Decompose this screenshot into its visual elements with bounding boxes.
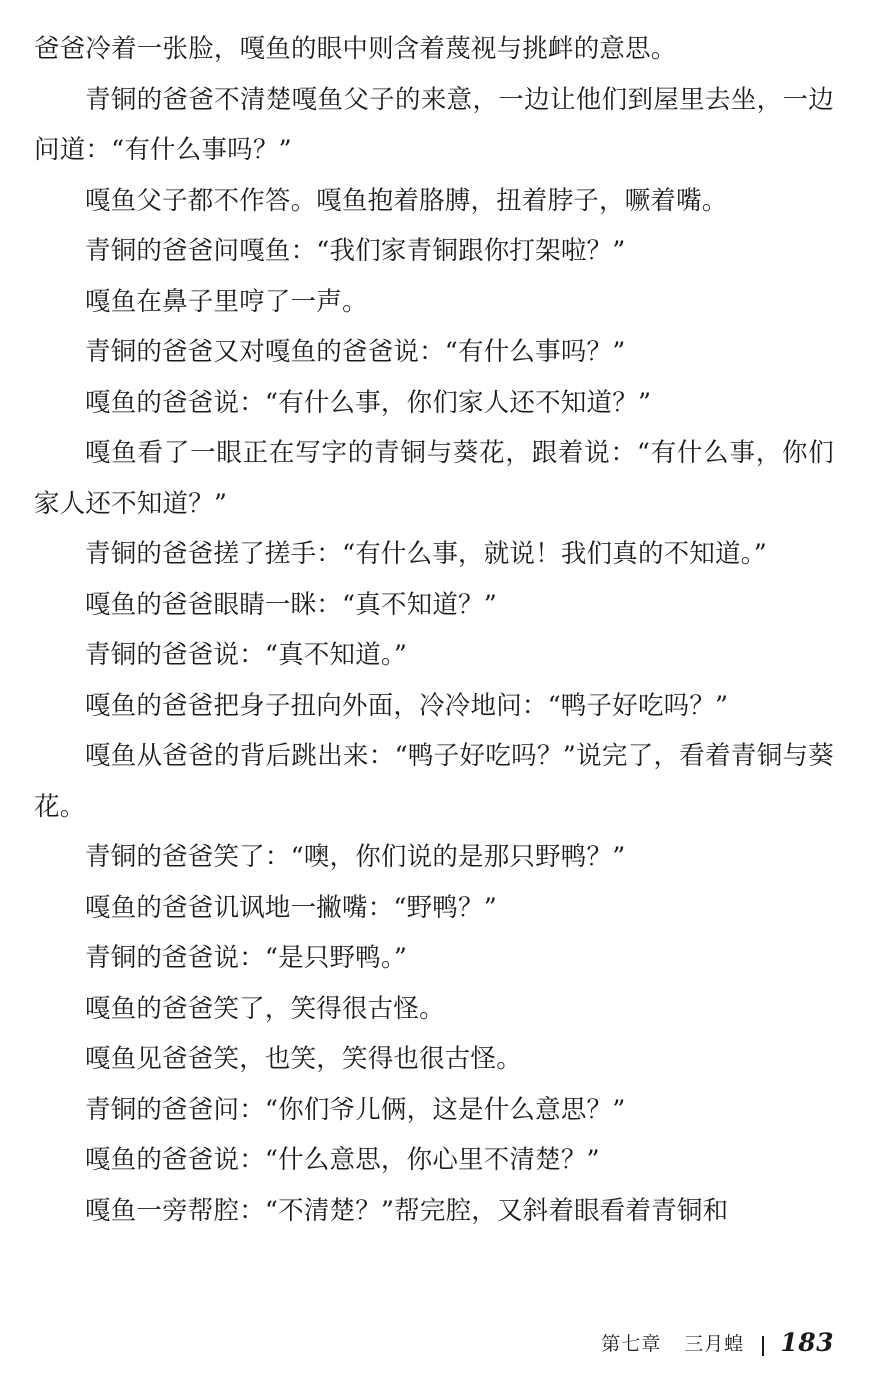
page-footer [0,1328,834,1357]
paragraph: 嘎鱼见爸爸笑，也笑，笑得也很古怪。 [85,1044,522,1074]
paragraph: 嘎鱼父子都不作答。嘎鱼抱着胳膊，扭着脖子，噘着嘴。 [85,185,728,216]
footer-divider [762,1336,764,1356]
paragraph: 嘎鱼看了一眼正在写字的青铜与葵花，跟着说：“有什么事，你们家人还不知道？” [34,438,834,519]
paragraph: 嘎鱼从爸爸的背后跳出来：“鸭子好吃吗？”说完了，看着青铜与葵花。 [34,741,834,822]
page-body [34,24,834,1236]
page-number: 183 [780,1328,834,1357]
paragraph: 青铜的爸爸不清楚嘎鱼父子的来意，一边让他们到屋里去坐，一边问道：“有什么事吗？” [34,84,834,165]
paragraph: 青铜的爸爸搓了搓手：“有什么事，就说！我们真的不知道。” [85,539,767,569]
chapter-number: 第七章 [601,1333,662,1355]
paragraph: 嘎鱼的爸爸眼睛一眯：“真不知道？” [85,589,497,620]
chapter-title: 三月蝗 [684,1333,745,1355]
paragraph: 嘎鱼的爸爸把身子扭向外面，冷冷地问：“鸭子好吃吗？” [85,690,729,721]
paragraph: 青铜的爸爸说：“真不知道。” [85,640,408,670]
paragraph: 嘎鱼的爸爸说：“有什么事，你们家人还不知道？” [85,387,652,418]
paragraph: 青铜的爸爸又对嘎鱼的爸爸说：“有什么事吗？” [85,337,626,367]
paragraph: 嘎鱼的爸爸笑了，笑得很古怪。 [85,993,445,1024]
paragraph: 嘎鱼的爸爸讥讽地一撇嘴：“野鸭？” [85,892,497,923]
paragraph: 爸爸冷着一张脸，嘎鱼的眼中则含着蔑视与挑衅的意思。 [34,34,677,64]
paragraph: 青铜的爸爸问嘎鱼：“我们家青铜跟你打架啦？” [85,236,626,266]
paragraph: 青铜的爸爸问：“你们爷儿俩，这是什么意思？” [85,1094,626,1125]
paragraph: 嘎鱼在鼻子里哼了一声。 [85,286,368,317]
paragraph: 嘎鱼一旁帮腔：“不清楚？”帮完腔，又斜着眼看着青铜和 [85,1195,729,1226]
footer-chapter [601,1329,744,1356]
paragraph: 青铜的爸爸笑了：“噢，你们说的是那只野鸭？” [85,842,626,872]
paragraph: 青铜的爸爸说：“是只野鸭。” [85,943,408,973]
paragraph: 嘎鱼的爸爸说：“什么意思，你心里不清楚？” [85,1145,600,1175]
